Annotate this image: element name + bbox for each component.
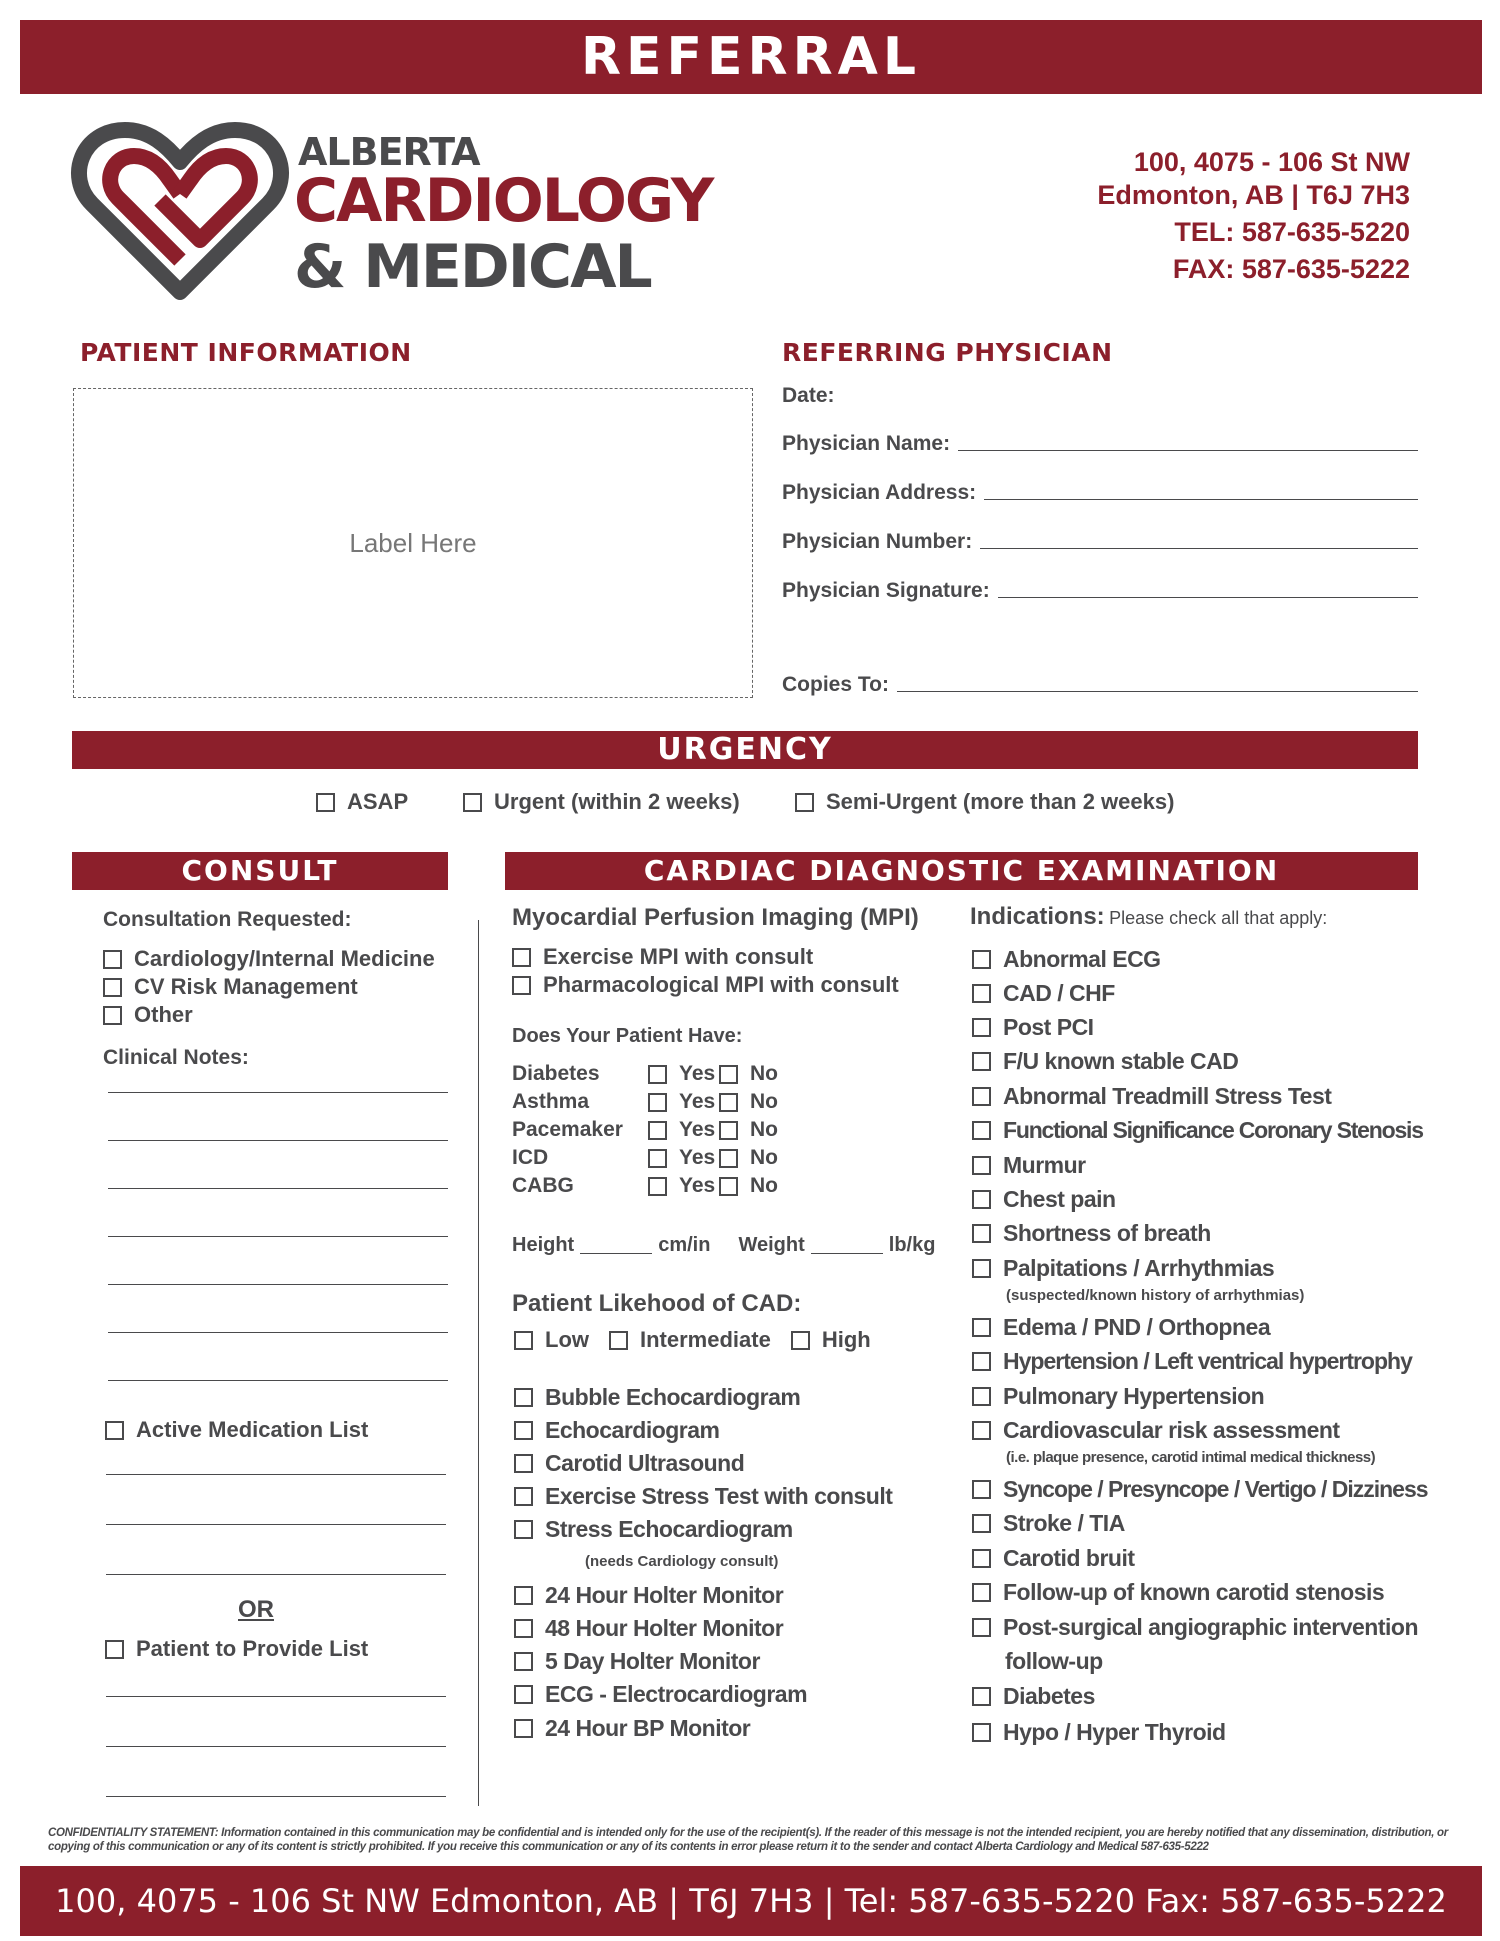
likelihood-low: Low xyxy=(545,1327,589,1352)
likelihood-high: High xyxy=(821,1327,871,1352)
header-bar xyxy=(20,20,1482,94)
condition-row xyxy=(512,1174,778,1198)
yes-label: Yes xyxy=(679,1146,716,1169)
checkbox[interactable] xyxy=(972,1618,991,1637)
checkbox[interactable] xyxy=(972,1018,991,1037)
referring-physician-title: REFERRING PHYSICIAN xyxy=(782,338,1113,367)
condition-label: Diabetes xyxy=(512,1062,600,1085)
consult-option-cv-risk[interactable] xyxy=(103,974,358,1000)
physician-number-line xyxy=(980,548,1418,549)
test-label: 24 Hour Holter Monitor xyxy=(545,1582,784,1608)
indication-item[interactable] xyxy=(972,1683,1095,1710)
condition-label: ICD xyxy=(512,1146,549,1169)
test-bubble-echo[interactable] xyxy=(514,1384,800,1411)
indication-label: Stroke / TIA xyxy=(1003,1510,1125,1536)
cardiac-bar xyxy=(505,852,1418,890)
consult-option-cardiology[interactable] xyxy=(103,946,435,972)
physician-number-field[interactable] xyxy=(782,530,1418,554)
indication-label: Chest pain xyxy=(1003,1186,1116,1212)
yes-label: Yes xyxy=(679,1118,716,1141)
address-line-1: 100, 4075 - 106 St NW xyxy=(1133,147,1410,177)
checkbox[interactable] xyxy=(972,1514,991,1533)
clinical-notes-line[interactable] xyxy=(108,1092,448,1093)
checkbox-no[interactable] xyxy=(719,1121,738,1140)
indication-item[interactable] xyxy=(972,1510,1125,1537)
medication-line[interactable] xyxy=(106,1474,446,1475)
checkbox-yes[interactable] xyxy=(648,1093,667,1112)
indication-item[interactable] xyxy=(972,1014,1094,1041)
indication-item[interactable] xyxy=(972,1579,1384,1606)
indication-label: Functional Significance Coronary Stenosis xyxy=(1003,1117,1423,1143)
indication-label: Follow-up of known carotid stenosis xyxy=(1003,1579,1385,1605)
checkbox[interactable] xyxy=(514,1388,533,1407)
checkbox[interactable] xyxy=(103,950,122,969)
weight-unit: lb/kg xyxy=(888,1234,936,1256)
height-unit: cm/in xyxy=(658,1234,711,1256)
checkbox-yes[interactable] xyxy=(648,1177,667,1196)
indication-label: Palpitations / Arrhythmias xyxy=(1003,1255,1275,1281)
test-24h-bp[interactable] xyxy=(514,1715,750,1742)
address-fax: FAX: 587-635-5222 xyxy=(1172,254,1410,284)
checkbox-yes[interactable] xyxy=(648,1065,667,1084)
checkbox[interactable] xyxy=(972,1687,991,1706)
checkbox[interactable] xyxy=(972,1480,991,1499)
brand-line-1: ALBERTA xyxy=(298,130,480,174)
active-medication-label: Active Medication List xyxy=(136,1417,369,1442)
urgency-bar xyxy=(72,731,1418,769)
consult-option-other[interactable] xyxy=(103,1002,193,1028)
clinical-notes-line[interactable] xyxy=(108,1332,448,1333)
no-label: No xyxy=(750,1090,778,1113)
test-24h-holter[interactable] xyxy=(514,1582,783,1609)
urgency-urgent-label: Urgent (within 2 weeks) xyxy=(494,789,740,814)
checkbox[interactable] xyxy=(105,1421,124,1440)
physician-signature-label: Physician Signature: xyxy=(782,579,990,602)
checkbox[interactable] xyxy=(972,1224,991,1243)
indication-label: Syncope / Presyncope / Vertigo / Dizziness xyxy=(1003,1476,1428,1502)
urgency-semi-urgent-label: Semi-Urgent (more than 2 weeks) xyxy=(826,789,1175,814)
indication-label: F/U known stable CAD xyxy=(1003,1048,1239,1074)
indication-item[interactable] xyxy=(972,1255,1274,1282)
test-label: Exercise Stress Test with consult xyxy=(545,1483,893,1509)
palpitations-note: (suspected/known history of arrhythmias) xyxy=(1006,1287,1305,1304)
indication-item[interactable] xyxy=(972,1152,1086,1179)
checkbox[interactable] xyxy=(972,1352,991,1371)
weight-label: Weight xyxy=(738,1234,805,1256)
checkbox[interactable] xyxy=(512,948,531,967)
checkbox[interactable] xyxy=(972,1087,991,1106)
urgency-semi-urgent[interactable] xyxy=(795,789,1174,815)
checkbox[interactable] xyxy=(514,1586,533,1605)
yes-label: Yes xyxy=(679,1090,716,1113)
indication-label: Edema / PND / Orthopnea xyxy=(1003,1314,1271,1340)
confidentiality-statement: CONFIDENTIALITY STATEMENT: Information contained in this communication may be confidential and is intended only for the use of the recipient(s). If the reader of this message is not the intended recipient, you are hereby notified that any dissemination, distribution, or copying of this communication or any of its content is strictly prohibited. If you receive this communication or any of its contents in error please return it to the sender and contact Alberta Cardiology and Medical 587-635-5222 xyxy=(48,1827,1448,1853)
no-label: No xyxy=(750,1062,778,1085)
copies-to-line xyxy=(897,691,1418,692)
checkbox[interactable] xyxy=(103,978,122,997)
indication-item[interactable] xyxy=(972,1186,1116,1213)
checkbox-no[interactable] xyxy=(719,1177,738,1196)
indications-header xyxy=(970,903,1327,931)
consult-option-label: Cardiology/Internal Medicine xyxy=(134,946,435,971)
condition-label: CABG xyxy=(512,1174,574,1197)
indication-label: Murmur xyxy=(1003,1152,1086,1178)
indication-label: Shortness of breath xyxy=(1003,1220,1211,1246)
or-label: OR xyxy=(238,1596,274,1623)
condition-row xyxy=(512,1062,778,1086)
patient-list-line[interactable] xyxy=(106,1746,446,1747)
column-divider xyxy=(478,920,479,1806)
urgency-title: URGENCY xyxy=(657,732,833,767)
test-label: Carotid Ultrasound xyxy=(545,1450,745,1476)
indication-item[interactable] xyxy=(972,1048,1238,1075)
indication-item[interactable] xyxy=(972,1220,1211,1247)
checkbox[interactable] xyxy=(514,1719,533,1738)
address-tel: TEL: 587-635-5220 xyxy=(1174,217,1410,247)
test-5day-holter[interactable] xyxy=(514,1648,760,1675)
height-input-line[interactable] xyxy=(580,1238,652,1254)
checkbox[interactable] xyxy=(972,950,991,969)
urgency-asap[interactable] xyxy=(316,789,408,815)
checkbox[interactable] xyxy=(972,1387,991,1406)
checkbox[interactable] xyxy=(463,793,482,812)
mpi-option-label: Exercise MPI with consult xyxy=(543,944,814,969)
post-surgical-continuation: follow-up xyxy=(1005,1648,1103,1674)
patient-list-line[interactable] xyxy=(106,1796,446,1797)
date-label: Date: xyxy=(782,384,835,407)
clinical-notes-line[interactable] xyxy=(108,1236,448,1237)
mpi-title: Myocardial Perfusion Imaging (MPI) xyxy=(512,904,919,931)
physician-name-field[interactable] xyxy=(782,432,1418,456)
checkbox[interactable] xyxy=(972,1156,991,1175)
test-ecg[interactable] xyxy=(514,1681,807,1708)
test-label: 48 Hour Holter Monitor xyxy=(545,1615,784,1641)
test-label: ECG - Electrocardiogram xyxy=(545,1681,808,1707)
yes-label: Yes xyxy=(679,1174,716,1197)
date-field[interactable] xyxy=(782,384,835,408)
no-label: No xyxy=(750,1174,778,1197)
page-title: REFERRAL xyxy=(580,27,922,87)
copies-to-label: Copies To: xyxy=(782,673,889,696)
does-patient-have-label: Does Your Patient Have: xyxy=(512,1025,743,1047)
checkbox[interactable] xyxy=(972,1723,991,1742)
condition-label: Asthma xyxy=(512,1090,590,1113)
brand-line-2: CARDIOLOGY xyxy=(294,166,713,236)
no-label: No xyxy=(750,1146,778,1169)
clinical-notes-line[interactable] xyxy=(108,1284,448,1285)
consult-title: CONSULT xyxy=(181,854,339,887)
clinical-notes-line[interactable] xyxy=(108,1140,448,1141)
checkbox[interactable] xyxy=(972,1421,991,1440)
indication-item[interactable] xyxy=(972,1476,1428,1503)
stress-echo-note: (needs Cardiology consult) xyxy=(585,1553,779,1570)
cardiac-title: CARDIAC DIAGNOSTIC EXAMINATION xyxy=(643,854,1280,887)
test-label: Bubble Echocardiogram xyxy=(545,1384,801,1410)
weight-input-line[interactable] xyxy=(811,1238,883,1254)
condition-row xyxy=(512,1118,778,1142)
patient-info-title: PATIENT INFORMATION xyxy=(80,338,412,367)
test-48h-holter[interactable] xyxy=(514,1615,783,1642)
test-label: 24 Hour BP Monitor xyxy=(545,1715,751,1741)
mpi-option-label: Pharmacological MPI with consult xyxy=(543,972,899,997)
physician-signature-line xyxy=(998,597,1418,598)
patient-to-provide-list[interactable] xyxy=(105,1636,368,1662)
indication-item[interactable] xyxy=(972,980,1115,1007)
test-label: Stress Echocardiogram xyxy=(545,1516,793,1542)
active-medication-list[interactable] xyxy=(105,1417,368,1443)
indication-label: Post-surgical angiographic intervention xyxy=(1003,1614,1419,1640)
checkbox[interactable] xyxy=(972,984,991,1003)
condition-row xyxy=(512,1090,778,1114)
indication-item[interactable] xyxy=(972,1083,1331,1110)
checkbox[interactable] xyxy=(514,1520,533,1539)
indication-item[interactable] xyxy=(972,1383,1264,1410)
test-echo[interactable] xyxy=(514,1417,720,1444)
patient-list-line[interactable] xyxy=(106,1696,446,1697)
checkbox[interactable] xyxy=(972,1121,991,1140)
clinical-notes-line[interactable] xyxy=(108,1188,448,1189)
indication-item[interactable] xyxy=(972,1545,1135,1572)
checkbox[interactable] xyxy=(512,976,531,995)
yes-label: Yes xyxy=(679,1062,716,1085)
condition-label: Pacemaker xyxy=(512,1118,623,1141)
copies-to-field[interactable] xyxy=(782,673,1418,697)
indication-label: Hypertension / Left ventrical hypertrophy xyxy=(1003,1348,1412,1374)
indication-label: CAD / CHF xyxy=(1003,980,1115,1006)
mpi-pharmacological[interactable] xyxy=(512,972,899,998)
consult-bar xyxy=(72,852,448,890)
urgency-asap-label: ASAP xyxy=(347,789,409,814)
checkbox-yes[interactable] xyxy=(648,1121,667,1140)
checkbox[interactable] xyxy=(972,1583,991,1602)
clinical-notes-label: Clinical Notes: xyxy=(103,1046,249,1069)
consult-option-label: CV Risk Management xyxy=(134,974,358,999)
indication-item[interactable] xyxy=(972,1117,1423,1144)
test-label: Echocardiogram xyxy=(545,1417,720,1443)
checkbox[interactable] xyxy=(514,1652,533,1671)
checkbox-no[interactable] xyxy=(719,1093,738,1112)
checkbox[interactable] xyxy=(105,1640,124,1659)
likelihood-title: Patient Likehood of CAD: xyxy=(512,1290,802,1317)
checkbox[interactable] xyxy=(316,793,335,812)
likelihood-intermediate: Intermediate xyxy=(640,1327,771,1352)
indication-item[interactable] xyxy=(972,1614,1418,1641)
indication-label: Pulmonary Hypertension xyxy=(1003,1383,1265,1409)
checkbox-yes[interactable] xyxy=(648,1149,667,1168)
checkbox[interactable] xyxy=(103,1006,122,1025)
physician-address-field[interactable] xyxy=(782,481,1418,505)
checkbox[interactable] xyxy=(514,1487,533,1506)
footer-address: 100, 4075 - 106 St NW Edmonton, AB | T6J 7H3 | Tel: 587-635-5220 Fax: 587-635-5222 xyxy=(55,1882,1447,1920)
brand-line-3: & MEDICAL xyxy=(294,232,651,302)
indication-label: Hypo / Hyper Thyroid xyxy=(1003,1719,1226,1745)
checkbox-no[interactable] xyxy=(719,1065,738,1084)
physician-name-line xyxy=(958,450,1418,451)
patient-label-box[interactable] xyxy=(73,388,753,698)
no-label: No xyxy=(750,1118,778,1141)
likelihood-row xyxy=(514,1327,871,1353)
indication-label: Cardiovascular risk assessment xyxy=(1003,1417,1340,1443)
urgency-urgent[interactable] xyxy=(463,789,740,815)
test-carotid-ultrasound[interactable] xyxy=(514,1450,744,1477)
checkbox[interactable] xyxy=(972,1549,991,1568)
heart-logo-icon xyxy=(70,122,290,302)
checkbox-no[interactable] xyxy=(719,1149,738,1168)
physician-name-label: Physician Name: xyxy=(782,432,951,455)
address-line-2: Edmonton, AB | T6J 7H3 xyxy=(1097,180,1410,210)
consult-option-label: Other xyxy=(134,1002,193,1027)
checkbox[interactable] xyxy=(972,1052,991,1071)
test-stress-echo[interactable] xyxy=(514,1516,793,1543)
height-weight-row xyxy=(512,1234,935,1257)
indications-title: Indications: xyxy=(970,903,1105,930)
indication-label: Abnormal Treadmill Stress Test xyxy=(1003,1083,1332,1109)
medication-line[interactable] xyxy=(106,1524,446,1525)
height-label: Height xyxy=(512,1234,575,1256)
indication-item[interactable] xyxy=(972,1348,1412,1375)
indication-label: Abnormal ECG xyxy=(1003,946,1161,972)
cv-risk-note: (i.e. plaque presence, carotid intimal medical thickness) xyxy=(1006,1449,1376,1466)
clinical-notes-line[interactable] xyxy=(108,1380,448,1381)
checkbox[interactable] xyxy=(514,1685,533,1704)
indication-label: Post PCI xyxy=(1003,1014,1094,1040)
physician-signature-field[interactable] xyxy=(782,579,1418,603)
address-block xyxy=(1097,146,1410,286)
checkbox[interactable] xyxy=(514,1454,533,1473)
checkbox[interactable] xyxy=(795,793,814,812)
medication-line[interactable] xyxy=(106,1574,446,1575)
test-exercise-stress[interactable] xyxy=(514,1483,892,1510)
indication-item[interactable] xyxy=(972,1719,1226,1746)
condition-row xyxy=(512,1146,778,1170)
checkbox[interactable] xyxy=(514,1421,533,1440)
test-label: 5 Day Holter Monitor xyxy=(545,1648,760,1674)
physician-address-line xyxy=(984,499,1418,500)
indication-item[interactable] xyxy=(972,1417,1340,1444)
indications-subtitle: Please check all that apply: xyxy=(1109,908,1328,928)
indication-item[interactable] xyxy=(972,1314,1270,1341)
checkbox[interactable] xyxy=(972,1190,991,1209)
checkbox[interactable] xyxy=(791,1331,810,1350)
checkbox[interactable] xyxy=(514,1619,533,1638)
checkbox[interactable] xyxy=(609,1331,628,1350)
checkbox[interactable] xyxy=(972,1318,991,1337)
checkbox[interactable] xyxy=(972,1259,991,1278)
physician-number-label: Physician Number: xyxy=(782,530,973,553)
indication-label: Carotid bruit xyxy=(1003,1545,1135,1571)
mpi-exercise[interactable] xyxy=(512,944,813,970)
checkbox[interactable] xyxy=(514,1331,533,1350)
indication-item[interactable] xyxy=(972,946,1161,973)
footer-bar xyxy=(20,1866,1482,1936)
indication-label: Diabetes xyxy=(1003,1683,1095,1709)
physician-address-label: Physician Address: xyxy=(782,481,977,504)
label-placeholder: Label Here xyxy=(349,527,477,558)
consultation-requested-label: Consultation Requested: xyxy=(103,908,352,931)
patient-to-provide-label: Patient to Provide List xyxy=(136,1636,369,1661)
